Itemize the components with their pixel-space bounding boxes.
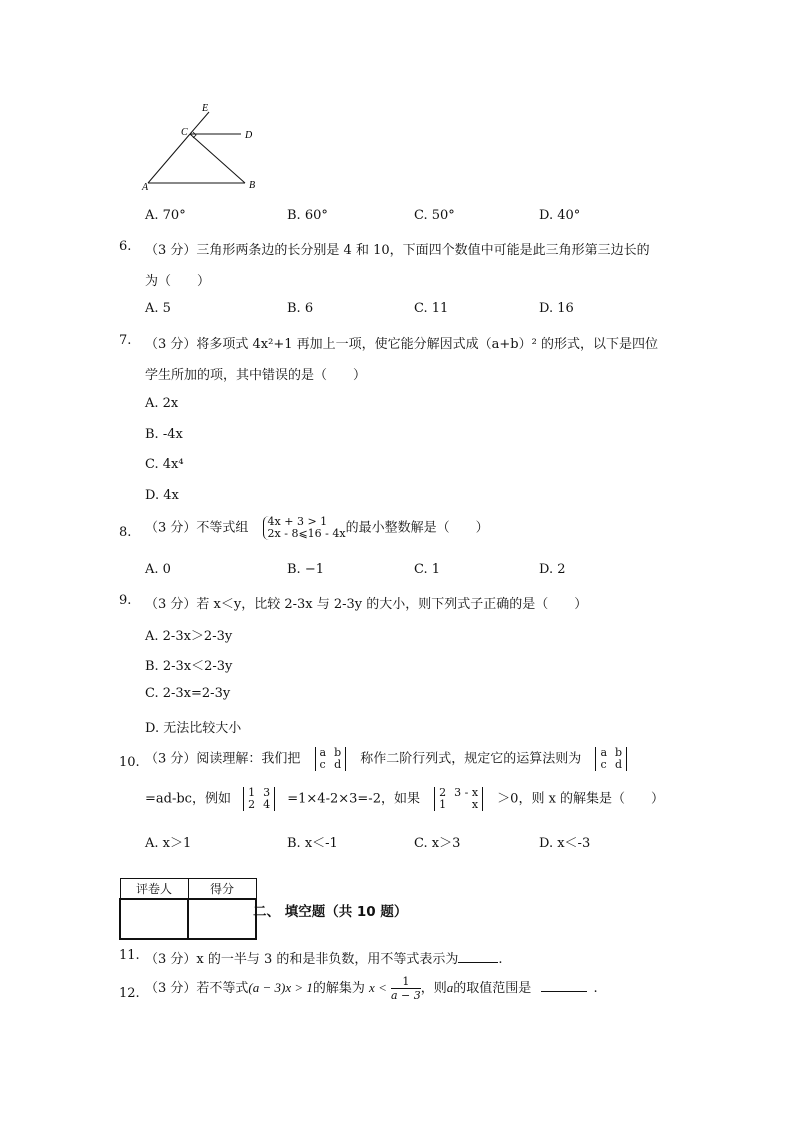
q12-text-part1: （3 分）若不等式 xyxy=(145,981,249,996)
q8-suffix: 的最小整数解是（ ） xyxy=(345,520,489,536)
triangle-figure xyxy=(135,100,275,195)
q12-variable: a xyxy=(446,980,454,995)
q8-system-line2: 2x - 8⩽16 - 4x xyxy=(267,527,346,540)
q6-number: 6. xyxy=(119,239,132,254)
q10-number: 10. xyxy=(119,755,140,770)
q12-fraction-numerator: 1 xyxy=(391,975,421,989)
q7-option-c: C. 4x⁴ xyxy=(145,457,184,472)
q12-inequality: (a − 3)x > 1 xyxy=(248,980,313,995)
q12-stem xyxy=(145,975,598,1002)
q5-option-d: D. 40° xyxy=(539,208,581,223)
q7-option-a: A. 2x xyxy=(145,396,179,411)
q10-determinant-rule: a b c d xyxy=(595,747,627,771)
q10-option-b: B. x＜-1 xyxy=(287,836,338,851)
q12-text-part3: ，则 xyxy=(420,981,447,996)
q5-option-b: B. 60° xyxy=(287,208,328,223)
q12-answer-blank[interactable] xyxy=(541,981,587,992)
q8-inequality-system xyxy=(263,516,346,540)
score-table xyxy=(119,878,257,940)
q11-text: （3 分）x 的一半与 3 的和是非负数，用不等式表示为 xyxy=(145,952,459,967)
q10-determinant-ab: a b c d xyxy=(315,747,347,771)
q6-option-b: B. 6 xyxy=(287,301,314,316)
q10-text-part3: =ad-bc，例如 xyxy=(145,791,231,807)
q10-text-part2: 称作二阶行列式，规定它的运算法则为 xyxy=(360,751,582,767)
q5-option-a: A. 70° xyxy=(145,208,186,223)
label-b: B xyxy=(249,180,256,191)
q5-option-c: C. 50° xyxy=(414,208,455,223)
score-table-grader-cell[interactable] xyxy=(120,899,188,939)
q10-option-c: C. x＞3 xyxy=(414,836,461,851)
q8-option-d: D. 2 xyxy=(539,562,566,577)
q12-solution: x < xyxy=(369,980,387,995)
q10-stem-line1 xyxy=(145,747,627,771)
q6-stem-line2: 为（ ） xyxy=(145,274,211,289)
q6-stem-line1: （3 分）三角形两条边的长分别是 4 和 10，下面四个数值中可能是此三角形第三边长的 xyxy=(145,243,650,258)
q7-stem-line2: 学生所加的项，其中错误的是（ ） xyxy=(145,368,367,383)
q10-text-part1: （3 分）阅读理解：我们把 xyxy=(145,751,301,767)
q12-fraction xyxy=(391,975,421,1002)
q12-number: 12. xyxy=(119,986,140,1001)
label-a: A xyxy=(142,182,149,193)
q10-determinant-example: 1 3 2 4 xyxy=(243,787,275,811)
q6-option-d: D. 16 xyxy=(539,301,574,316)
q9-option-a: A. 2-3x＞2-3y xyxy=(145,629,233,644)
q12-text-part4: 的取值范围是 xyxy=(453,981,532,996)
q12-period: . xyxy=(593,981,598,996)
q10-text-part5: ＞0，则 x 的解集是（ ） xyxy=(497,791,665,807)
q7-option-b: B. -4x xyxy=(145,427,183,442)
label-c: C xyxy=(181,127,188,138)
score-table-score-header: 得分 xyxy=(188,879,256,900)
q8-option-c: C. 1 xyxy=(414,562,441,577)
q9-option-b: B. 2-3x＜2-3y xyxy=(145,659,233,674)
q6-option-c: C. 11 xyxy=(414,301,449,316)
label-d: D xyxy=(245,130,253,141)
q10-text-part4: =1×4-2×3=-2，如果 xyxy=(287,791,420,807)
q7-number: 7. xyxy=(119,333,132,348)
q10-stem-line2 xyxy=(145,787,664,811)
score-table-grader-header: 评卷人 xyxy=(120,879,188,900)
q9-option-c: C. 2-3x=2-3y xyxy=(145,686,231,701)
q7-option-d: D. 4x xyxy=(145,488,179,503)
q11-number: 11. xyxy=(119,948,140,963)
q11-stem xyxy=(145,948,503,967)
q12-fraction-denominator: a − 3 xyxy=(390,989,421,1002)
q12-text-part2: 的解集为 xyxy=(312,981,365,996)
q8-system-line1: 4x + 3 > 1 xyxy=(267,515,328,528)
q10-option-d: D. x＜-3 xyxy=(539,836,591,851)
q8-option-a: A. 0 xyxy=(145,562,171,577)
section-heading: 二、 填空题（共 10 题） xyxy=(253,904,408,920)
q8-stem xyxy=(145,516,489,540)
q8-option-b: B. −1 xyxy=(287,562,324,577)
q11-period: . xyxy=(498,952,503,967)
q10-determinant-condition: 2 3 - x 1 x xyxy=(434,787,483,811)
q10-option-a: A. x＞1 xyxy=(145,836,192,851)
q8-prefix: （3 分）不等式组 xyxy=(145,520,249,536)
q9-stem: （3 分）若 x＜y，比较 2-3x 与 2-3y 的大小，则下列式子正确的是（ ） xyxy=(145,597,588,612)
label-e: E xyxy=(202,103,209,114)
score-table-score-cell[interactable] xyxy=(188,899,256,939)
q8-number: 8. xyxy=(119,525,132,540)
q9-number: 9. xyxy=(119,593,132,608)
q6-option-a: A. 5 xyxy=(145,301,171,316)
q9-option-d: D. 无法比较大小 xyxy=(145,721,242,736)
q7-stem-line1: （3 分）将多项式 4x²+1 再加上一项，使它能分解因式成（a+b）² 的形式，以下是四位 xyxy=(145,337,658,352)
q11-answer-blank[interactable] xyxy=(458,952,498,963)
